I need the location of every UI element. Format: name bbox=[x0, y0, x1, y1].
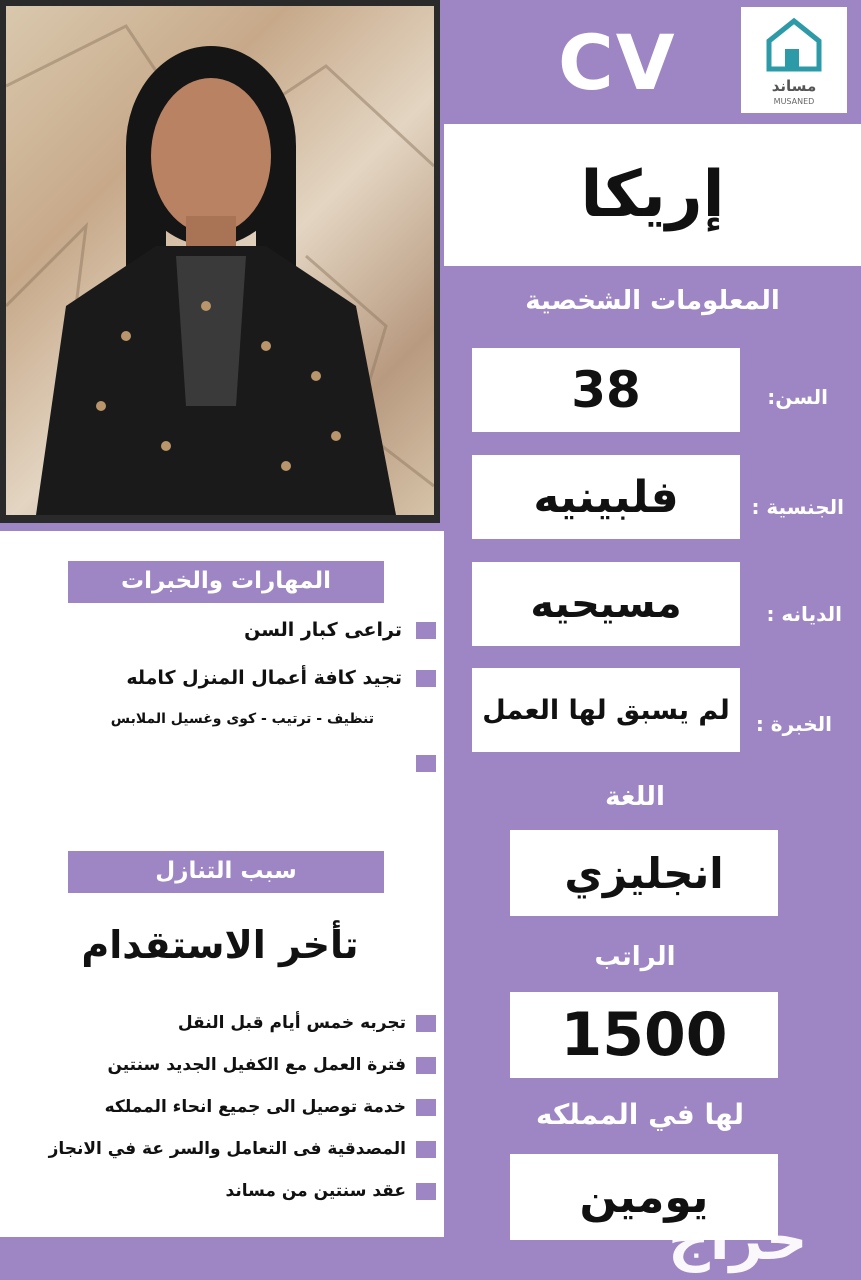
language-heading: اللغة bbox=[605, 782, 665, 812]
skill-item: تراعى كبار السن bbox=[16, 619, 436, 641]
religion-label: الديانه : bbox=[766, 602, 842, 626]
worker-photo bbox=[0, 0, 440, 523]
release-item: خدمة توصيل الى جميع انحاء المملكه bbox=[6, 1097, 436, 1117]
worker-name: إريكا bbox=[444, 124, 861, 266]
release-reason-heading: سبب التنازل bbox=[68, 851, 384, 893]
experience-label: الخبرة : bbox=[755, 712, 832, 736]
bullet-square-icon bbox=[416, 1015, 436, 1032]
nationality-value: فلبينيه bbox=[472, 455, 740, 539]
bullet-square-icon bbox=[416, 1057, 436, 1074]
release-item: تجربه خمس أيام قبل النقل bbox=[6, 1013, 436, 1033]
language-value: انجليزي bbox=[510, 830, 778, 916]
personal-info-heading: المعلومات الشخصية bbox=[525, 286, 780, 316]
in-kingdom-value: يومين bbox=[510, 1154, 778, 1240]
logo-subtext: MUSANED bbox=[773, 97, 815, 106]
salary-value: 1500 bbox=[510, 992, 778, 1078]
age-value: 38 bbox=[472, 348, 740, 432]
release-item: المصدقية فى التعامل والسر عة في الانجاز bbox=[6, 1139, 436, 1159]
logo-text: مساند bbox=[771, 77, 817, 95]
experience-value: لم يسبق لها العمل bbox=[472, 668, 740, 752]
left-info-panel bbox=[0, 531, 444, 1237]
in-kingdom-heading: لها في المملكه bbox=[535, 1098, 745, 1131]
worker-portrait-image bbox=[6, 6, 434, 515]
bullet-square-icon bbox=[416, 755, 436, 772]
skill-item: تجيد كافة أعمال المنزل كامله bbox=[16, 667, 436, 689]
release-item: فترة العمل مع الكفيل الجديد سنتين bbox=[6, 1055, 436, 1075]
house-logo-icon bbox=[741, 7, 847, 77]
religion-value: مسيحيه bbox=[472, 562, 740, 646]
skills-heading: المهارات والخبرات bbox=[68, 561, 384, 603]
skill-detail: تنظيف - ترتيب - كوى وغسيل الملابس bbox=[110, 711, 374, 727]
bullet-square-icon bbox=[416, 1183, 436, 1200]
nationality-label: الجنسية : bbox=[751, 495, 844, 519]
cv-title: CV bbox=[558, 18, 677, 107]
haraj-watermark: حراج bbox=[668, 1205, 808, 1273]
release-item: عقد سنتين من مساند bbox=[6, 1181, 436, 1201]
age-label: السن: bbox=[767, 385, 828, 409]
salary-heading: الراتب bbox=[594, 942, 676, 972]
release-reason-text: تأخر الاستقدام bbox=[81, 923, 359, 967]
bullet-square-icon bbox=[416, 1099, 436, 1116]
bullet-square-icon bbox=[416, 622, 436, 639]
bullet-square-icon bbox=[416, 670, 436, 687]
bullet-square-icon bbox=[416, 1141, 436, 1158]
musaned-logo bbox=[741, 7, 847, 113]
